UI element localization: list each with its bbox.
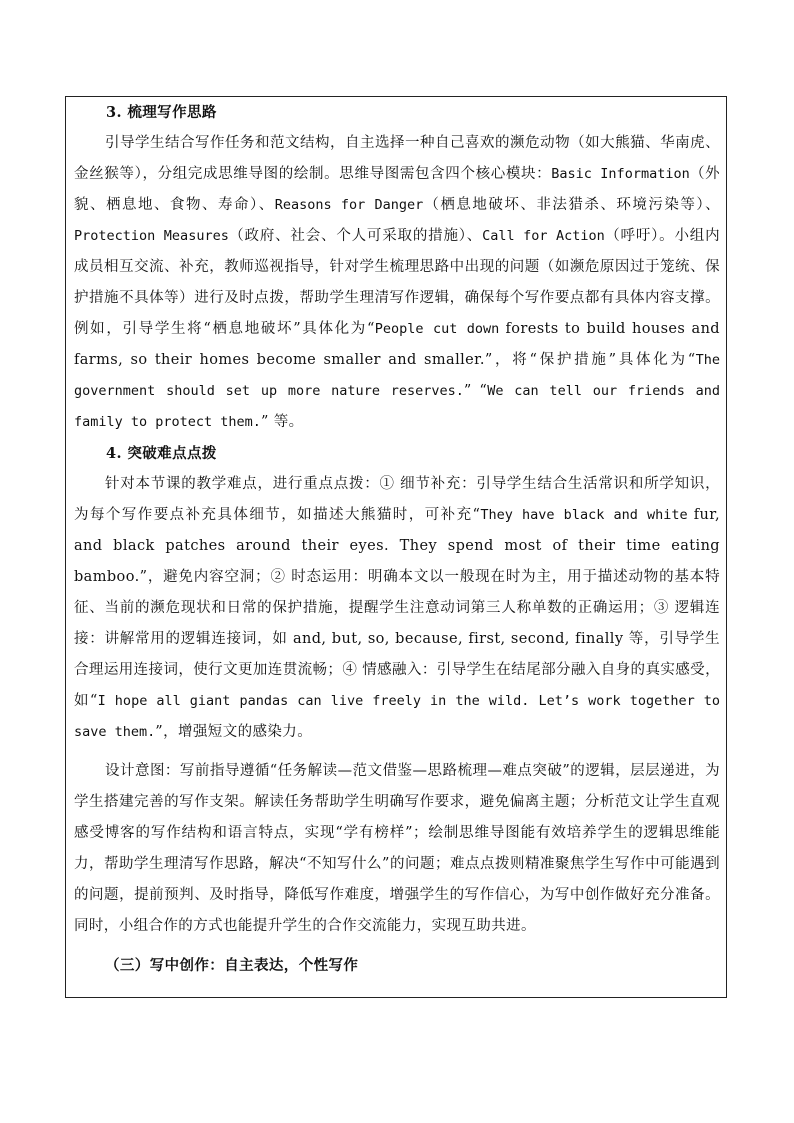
section-heading-writing: （三）写中创作：自主表达，个性写作 <box>105 957 359 974</box>
text-run: （栖息地破坏、非法猎杀、环境污染等）、 <box>423 197 720 213</box>
text-run: ”，将“保护措施”具体化为“ <box>484 352 696 368</box>
text-run: 针对本节课的教学难点，进行重点点拨：① 细节补充：引导学生结合生活常识和所学知识，为每个写作要点补充具体细节，如描述大熊猫时，可补充“ <box>74 476 720 523</box>
text-run-english: Basic Information <box>551 166 690 182</box>
text-run-english: Call for Action <box>482 228 605 244</box>
lesson-plan-table-cell <box>65 96 727 998</box>
heading-step-4: 4. 突破难点点拨 <box>106 445 217 462</box>
text-run-english: fur, and black patches around their eyes. They spend most of their time eating bamboo. <box>74 507 720 585</box>
text-run-english: They have black and white <box>480 507 688 523</box>
text-run-english: Reasons for Danger <box>274 197 424 213</box>
text-run: ” “ <box>463 383 488 399</box>
text-run: （呼吁）。小组内成员相互交流、补充，教师巡视指导，针对学生梳理思路中出现的问题（如濒危原因过于笼统、保护措施不具体等）进行及时点拨，帮助学生理清写作逻辑，确保每个写作要点都有具体内容支撑。例如，引导学生将“栖息地破坏”具体化为“ <box>74 228 720 337</box>
text-run-english: I hope all giant pandas can live freely in the wild. Let’s work together to save them. <box>74 693 721 740</box>
paragraph-step-3 <box>74 128 720 438</box>
text-run: （外貌、栖息地、食物、寿命）、 <box>74 166 721 213</box>
text-run: ” 等。 <box>260 414 304 430</box>
text-run: ”，避免内容空洞；② 时态运用：明确本文以一般现在时为主，用于描述动物的基本特征、当前的濒危现状和日常的保护措施，提醒学生注意动词第三人称单数的正确运用；③ 逻辑连接：讲解常用的逻辑连接词，如 and, but, so, because, first, second, finally 等，引导学生合理运用连接词，使行文更加连贯流畅；④ 情感融入：引导学生在结尾部分融入自身的真实感受，如“ <box>74 569 720 709</box>
paragraph-step-4 <box>74 469 720 748</box>
text-run-english: forests to build houses and farms, so their homes become smaller and smaller. <box>74 321 720 368</box>
text-run: ”，增强短文的感染力。 <box>155 724 313 740</box>
text-run: （政府、社会、个人可采取的措施）、 <box>228 228 483 244</box>
text-run-english: People cut down <box>374 321 500 337</box>
text-run-english: The government should set up more nature reserves. <box>74 352 720 399</box>
document-body <box>74 97 720 981</box>
paragraph-design-intent: 设计意图：写前指导遵循“任务解读—范文借鉴—思路梳理—难点突破”的逻辑，层层递进，为学生搭建完善的写作支架。解读任务帮助学生明确写作要求，避免偏离主题；分析范文让学生直观感受博客的写作结构和语言特点，实现“学有榜样”；绘制思维导图能有效培养学生的逻辑思维能力，帮助学生理清写作思路，解决“不知写什么”的问题；难点点拨则精准聚焦学生写作中可能遇到的问题，提前预判、及时指导，降低写作难度，增强学生的写作信心，为写中创作做好充分准备。同时，小组合作的方式也能提升学生的合作交流能力，实现互助共进。 <box>74 763 720 934</box>
text-run: 引导学生结合写作任务和范文结构，自主选择一种自己喜欢的濒危动物（如大熊猫、华南虎、金丝猴等），分组完成思维导图的绘制。思维导图需包含四个核心模块： <box>74 135 720 182</box>
text-run-english: We can tell our friends and family to protect them. <box>74 383 720 430</box>
heading-step-3: 3. 梳理写作思路 <box>106 104 217 121</box>
text-run-english: Protection Measures <box>74 228 229 244</box>
